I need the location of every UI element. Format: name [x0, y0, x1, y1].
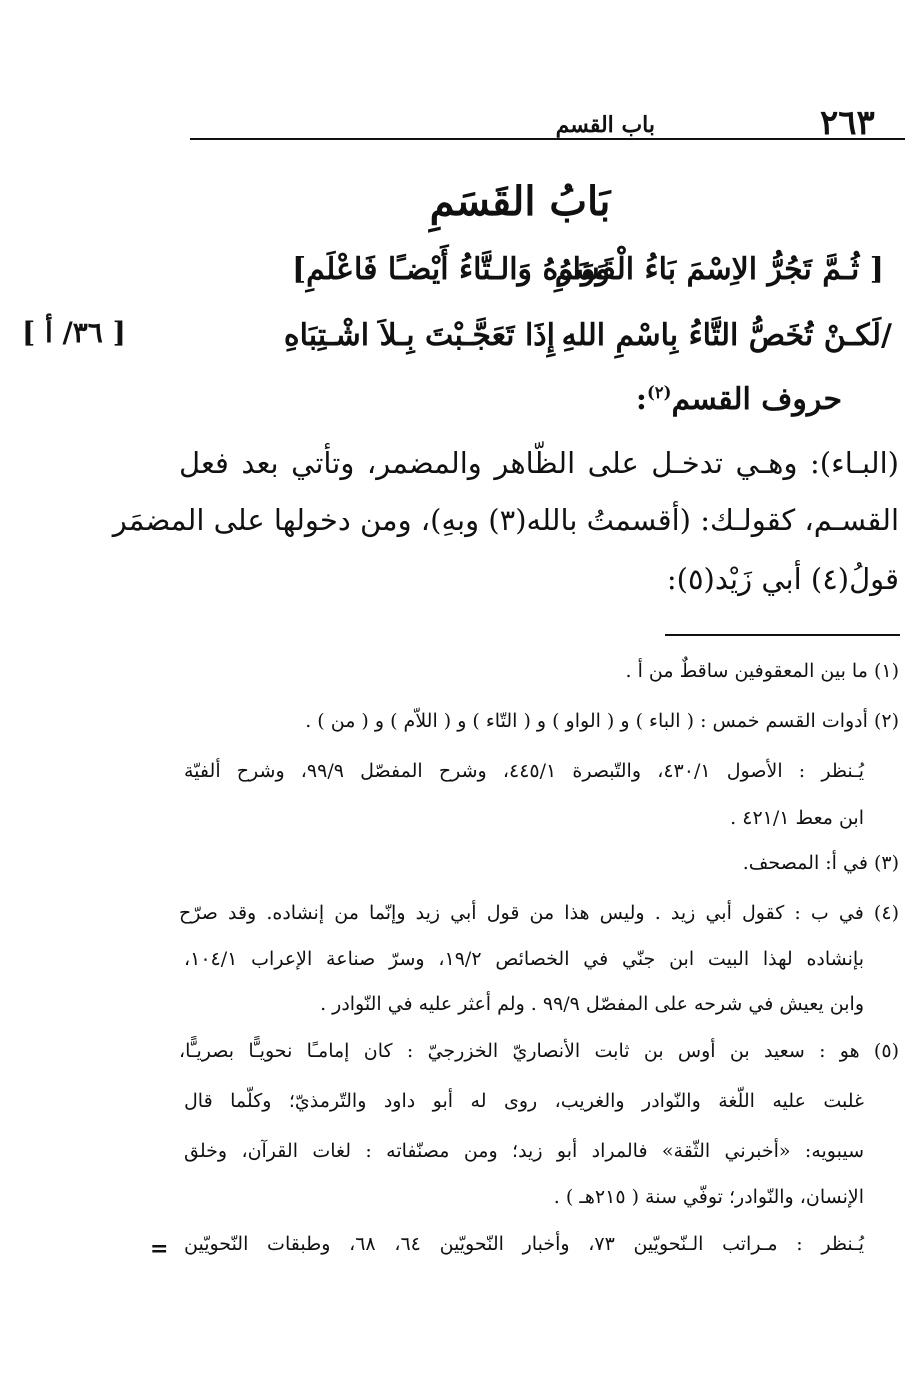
chapter-title: بَابُ القَسَمِ — [429, 178, 611, 225]
footnote-line: (٤) في ب : كقول أبي زيد . وليس هذا من قول أبي زيد وإنّما من إنشاده. وقد صرّح — [179, 902, 899, 924]
footnote-line: سيبويه: «أخبرني الثّقة» فالمراد أبو زيد؛ ومن مصنّفاته : لغات القرآن، وخلق — [184, 1140, 864, 1162]
footnote-line: يُـنظر : مـراتب الـنّحويّين ٧٣، وأخبار النّحويّين ٦٤، ٦٨، وطبقات النّحويّين — [184, 1233, 864, 1255]
manuscript-folio-reference: [ ٣٦/ أ ] — [22, 316, 126, 349]
section-heading-colon: : — [635, 382, 647, 417]
footnote-marker: (٢) — [646, 383, 672, 402]
verse-2-first-hemistich: /لَكـنْ تُخَصُّ التَّاءُ بِاسْمِ اللهِ — [561, 318, 892, 353]
footnote-line: (٣) في أ: المصحف. — [742, 852, 899, 874]
section-heading — [636, 382, 842, 417]
body-text-line: القسـم، كقولـك: (أقسمتُ بالله(٣) وبهِ)، ومن دخولها على المضمَر — [112, 503, 899, 537]
footnote-line: (٢) أدوات القسم خمس : ( الباء ) و ( الواو ) و ( التّاء ) و ( اللاّم ) و ( من ) . — [305, 710, 899, 732]
footnote-line: (١) ما بين المعقوفين ساقطٌ من أ . — [625, 660, 899, 682]
header-rule — [190, 138, 905, 140]
running-title: باب القسم — [555, 112, 655, 138]
body-text-line: قولُ(٤) أبي زَيْد(٥): — [666, 562, 899, 596]
footnote-line: الإنسان، والنّوادر؛ توفّي سنة ( ٢١٥هـ ) . — [553, 1186, 864, 1208]
footnote-line: غلبت عليه اللّغة والنّوادر والغريب، روى له أبو داود والتّرمذيّ؛ وكلّما قال — [184, 1090, 864, 1112]
page-number: ٢٦٣ — [820, 103, 875, 143]
continuation-mark: = — [150, 1236, 169, 1262]
footnote-line: وابن يعيش في شرحه على المفصّل ٩٩/٩ . ولم أعثر عليه في النّوادر . — [320, 993, 864, 1015]
footnote-line: بإنشاده لهذا البيت ابن جنّي في الخصائص ١٩/٢، وسرّ صناعة الإعراب ١٠٤/١، — [184, 948, 864, 970]
verse-2-second-hemistich: إِذَا تَعَجَّـبْتَ بِـلاَ اشْـتِبَاهِ — [283, 318, 555, 353]
footnote-line: ابن معط ٤٢١/١ . — [730, 807, 864, 829]
verse-1-second-hemistich: وَوَاوُهُ وَالـتَّاءُ أَيْضـًا فَاعْلَمِ] — [291, 252, 610, 287]
body-text-line: (البـاء): وهـي تدخـل على الظّاهر والمضمر، وتأتي بعد فعل — [179, 446, 899, 480]
section-heading-text: حروف القسم — [671, 382, 842, 417]
footnote-line: (٥) هو : سعيد بن أوس بن ثابت الأنصاريّ الخزرجيّ : كان إمامـًا نحويـًّا بصريـًّا، — [179, 1040, 899, 1062]
footnote-separator — [665, 634, 900, 636]
verse-1-first-hemistich: [ ثُـمَّ تَجُرُّ الاِسْمَ بَاءُ الْقَسَمِ — [554, 252, 884, 287]
footnote-line: يُـنظر : الأصول ٤٣٠/١، والتّبصرة ٤٤٥/١، وشرح المفصّل ٩٩/٩، وشرح ألفيّة — [184, 760, 865, 782]
